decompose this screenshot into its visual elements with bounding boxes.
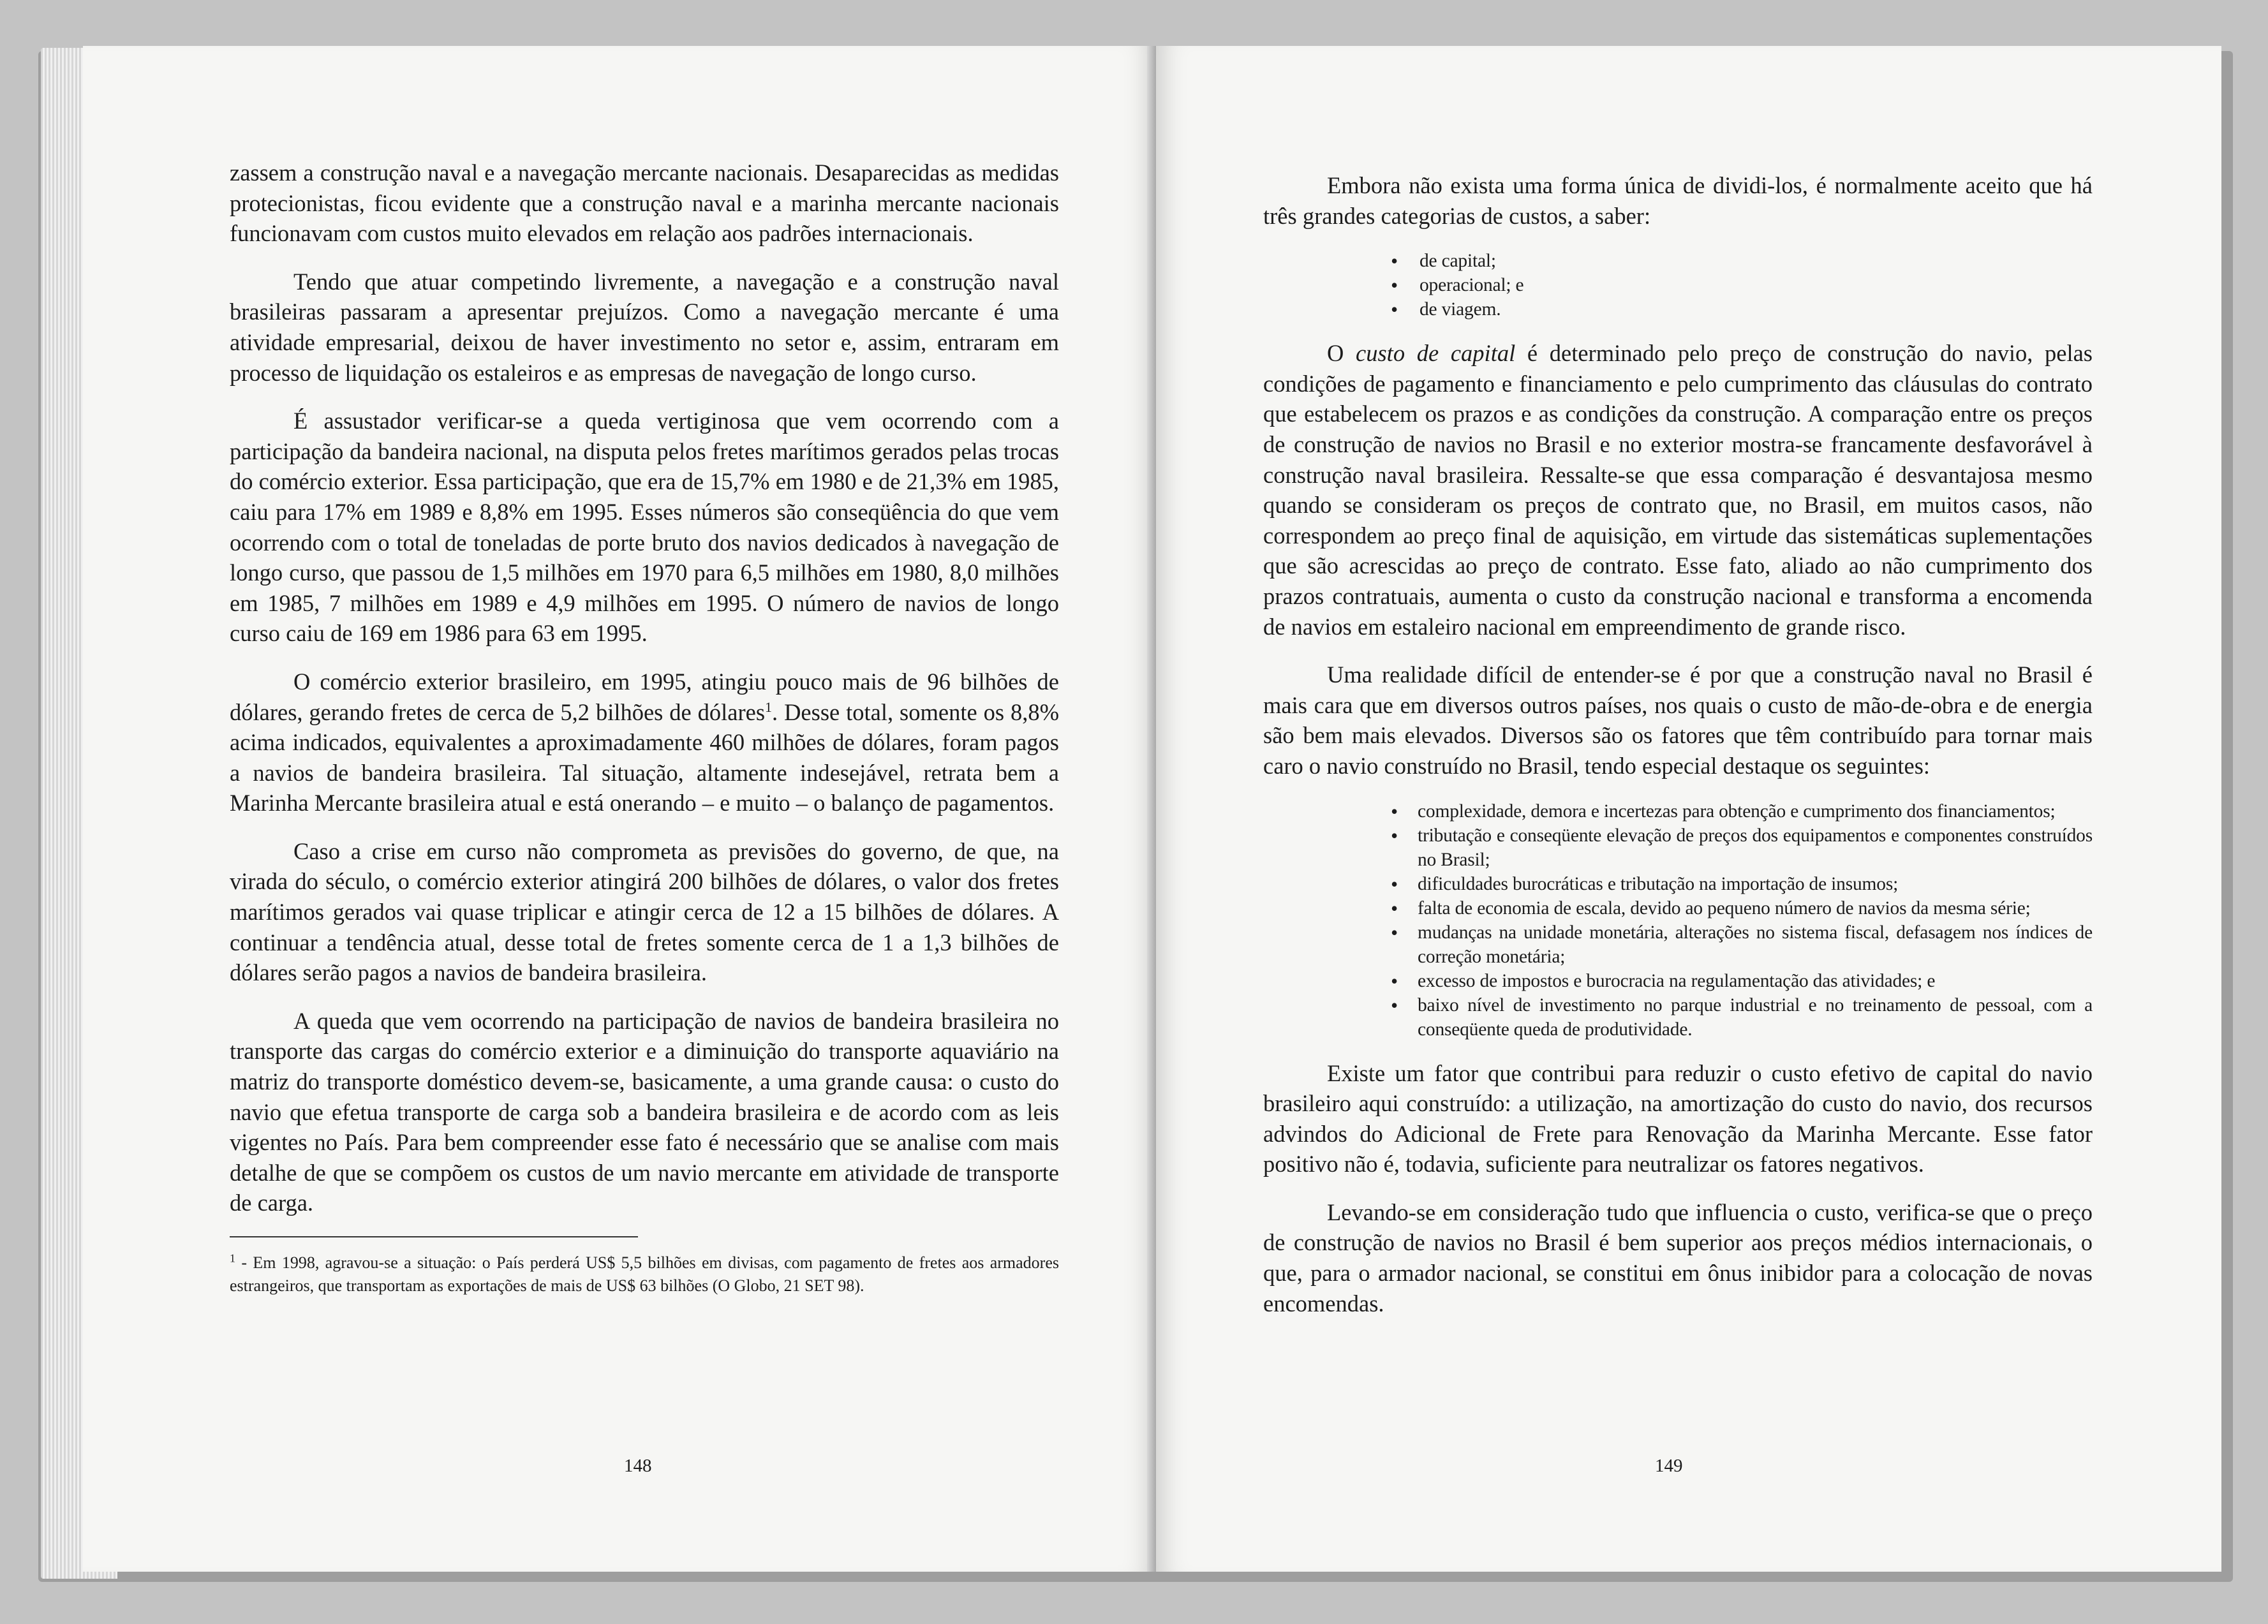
paragraph: Tendo que atuar competindo livremente, a navegação e a construção naval brasileiras passaram a apresentar prejuízos. Como a navegação mercante é uma atividade empresarial, deixou de haver investimento no setor e, assim, entraram em processo de liquidação os estaleiros e as empresas de navegação de longo curso. (230, 268, 1059, 386)
footnote-text: - Em 1998, agravou-se a situação: o País perderá US$ 5,5 bilhões em divisas, com pagamento de fretes aos armadores estrangeiros, que transportam as exportações de mais de US$ 63 bilhões (O Globo, 21 SET 98). (230, 1253, 1059, 1295)
page-number: 148 (624, 1456, 652, 1476)
paragraph: Uma realidade difícil de entender-se é por que a construção naval no Brasil é mais cara que em diversos outros países, nos quais o custo de mão-de-obra e de energia são bem mais elevados. Diversos são os fatores que têm contribuído para tornar mais caro o navio construído no Brasil, tendo especial destaque os seguintes: (1263, 661, 2093, 779)
paragraph-capital-cost (1263, 338, 2093, 642)
paragraph: Caso a crise em curso não comprometa as previsões do governo, de que, na virada do século, o comércio exterior atingirá 200 bilhões de dólares, o valor dos fretes marítimos gerados vai quase triplicar e atingir cerca de 12 a 15 bilhões de dólares. A continuar a tendência atual, desse total de fretes somente cerca de 1 a 1,3 bilhões de dólares serão pagos a navios de bandeira brasileira. (230, 838, 1059, 986)
paragraph: Levando-se em consideração tudo que influencia o custo, verifica-se que o preço de construção de navios no Brasil é bem superior aos preços médios internacionais, o que, para o armador nacional, se constitui em ônus inibidor para a colocação de novas encomendas. (1263, 1199, 2093, 1317)
list-item: • baixo nível de investimento no parque industrial e no treinamento de pessoal, com a conseqüente queda de produtividade. (1263, 993, 2093, 1042)
left-page (83, 46, 1155, 1572)
factors-list (1263, 799, 2093, 1042)
paragraph-end: . Desse total, somente os 8,8% acima indicados, equivalentes a aproximadamente 460 milhões de dólares, foram pagos a navios de bandeira brasileira. Tal situação, altamente indesejável, retrata bem a Marinha Mercante brasileira atual e está onerando – e muito – o balanço de pagamentos. (230, 698, 1059, 816)
left-page-text (230, 158, 1059, 1297)
footnote (230, 1251, 1059, 1297)
capital-body: é determinado pelo preço de construção do navio, pelas condições de pagamento e financiamento e pelo cumprimento das cláusulas do contrato que estabelecem os prazos e as condições da construção. A comparação entre os preços de construção de navios no Brasil e no exterior mostra-se francamente desfavorável à construção naval brasileira. Ressalte-se que essa comparação é desvantajosa mesmo quando se consideram os preços de contrato que, no Brasil, em muitos casos, não correspondem ao preço final de aquisição, em virtude das sistemáticas suplementações que são acrescidas ao preço de contrato. Esse fato, aliado ao não cumprimento dos prazos contratuais, aumenta o custo da construção nacional e transforma a encomenda de navios em estaleiro nacional em empreendimento de grande risco. (1263, 340, 2093, 640)
list-item: • dificuldades burocráticas e tributação na importação de insumos; (1263, 872, 2093, 896)
capital-cost-term: custo de capital (1356, 340, 1516, 367)
right-page-text (1263, 170, 2093, 1336)
paragraph-with-footnote (230, 667, 1059, 818)
footnote-marker: 1 (230, 1251, 235, 1265)
footnote-divider (230, 1236, 638, 1237)
capital-lead: O (1327, 340, 1356, 367)
paragraph: Embora não exista uma forma única de dividi-los, é normalmente aceito que há três grandes categorias de custos, a saber: (1263, 172, 2093, 229)
list-item: • complexidade, demora e incertezas para obtenção e cumprimento dos financiamentos; (1263, 799, 2093, 823)
list-item: • excesso de impostos e burocracia na regulamentação das atividades; e (1263, 969, 2093, 993)
right-page (1156, 46, 2221, 1572)
list-item: • mudanças na unidade monetária, alterações no sistema fiscal, defasagem nos índices de correção monetária; (1263, 920, 2093, 969)
list-item: • de capital; (1263, 249, 2093, 273)
paragraph: É assustador verificar-se a queda vertiginosa que vem ocorrendo com a participação da bandeira nacional, na disputa pelos fretes marítimos gerados pelas trocas do comércio exterior. Essa participação, que era de 15,7% em 1980 e de 21,3% em 1985, caiu para 17% em 1989 e 8,8% em 1995. Esses números são conseqüência do que vem ocorrendo com o total de toneladas de porte bruto dos navios dedicados à navegação de longo curso, que passou de 1,5 milhões em 1970 para 6,5 milhões em 1980, 8,0 milhões em 1985, 7 milhões em 1989 e 4,9 milhões em 1995. O número de navios de longo curso caiu de 169 em 1986 para 63 em 1995. (230, 408, 1059, 647)
paragraph: A queda que vem ocorrendo na participação de navios de bandeira brasileira no transporte das cargas do comércio exterior e a diminuição do transporte aquaviário na matriz do transporte doméstico devem-se, basicamente, a uma grande causa: o custo do navio que efetua transporte de carga sob a bandeira brasileira e de acordo com as leis vigentes no País. Para bem compreender esse fato é necessário que se analise com mais detalhe de que se compõem os custos de um navio mercante em atividade de transporte de carga. (230, 1007, 1059, 1216)
cost-categories-list (1263, 249, 2093, 321)
list-item: • tributação e conseqüente elevação de preços dos equipamentos e componentes construídos no Brasil; (1263, 823, 2093, 872)
paragraph: zassem a construção naval e a navegação mercante nacionais. Desaparecidas as medidas protecionistas, ficou evidente que a construção naval e a marinha mercante nacionais funcionavam com custos muito elevados em relação aos padrões internacionais. (230, 159, 1059, 247)
paragraph-start: O comércio exterior brasileiro, em 1995, atingiu pouco mais de 96 bilhões de dólares, gerando fretes de cerca de 5,2 bilhões de dólares (230, 668, 1059, 725)
list-item: • operacional; e (1263, 273, 2093, 297)
page-number: 149 (1655, 1456, 1683, 1476)
footnote-ref: 1 (765, 698, 773, 715)
paragraph: Existe um fator que contribui para reduzir o custo efetivo de capital do navio brasileiro aqui construído: a utilização, na amortização do custo do navio, dos recursos advindos do Adicional de Frete para Renovação da Marinha Mercante. Esse fator positivo não é, todavia, suficiente para neutralizar os fatores negativos. (1263, 1059, 2093, 1177)
list-item: • falta de economia de escala, devido ao pequeno número de navios da mesma série; (1263, 896, 2093, 920)
list-item: • de viagem. (1263, 297, 2093, 321)
